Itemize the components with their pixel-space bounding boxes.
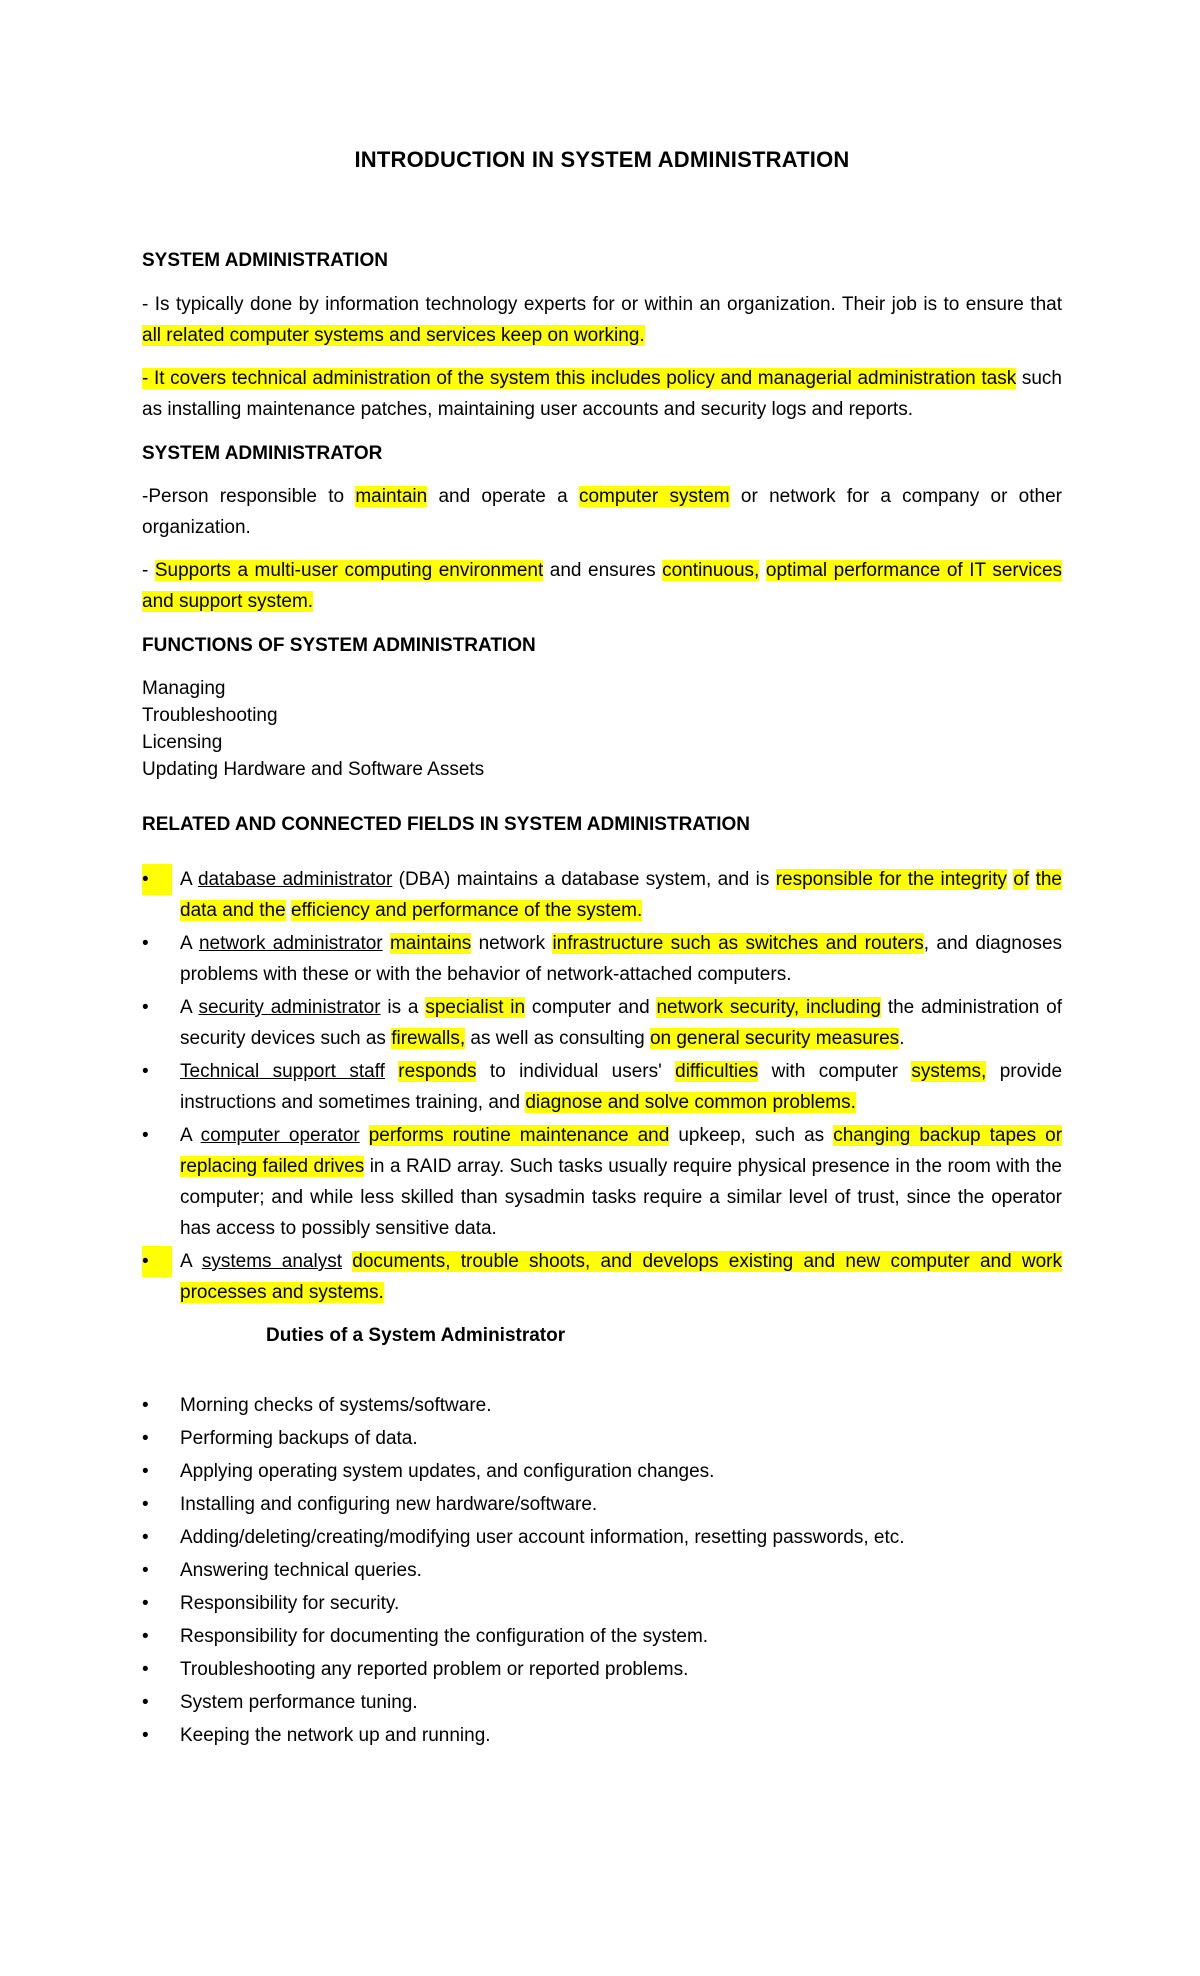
- function-item: Managing: [142, 678, 226, 699]
- bullet: •: [142, 1494, 149, 1515]
- bullet: •: [142, 864, 172, 895]
- highlight: infrastructure such as switches and routers: [552, 933, 924, 954]
- highlight: efficiency and performance of the system.: [290, 900, 643, 921]
- bullet: •: [142, 1461, 149, 1482]
- duties-list: [142, 1390, 1062, 1753]
- list-item: • A database administrator (DBA) maintains a database system, and is responsible for the integrity of the data and the efficiency and performance of the system.: [142, 864, 1062, 926]
- bullet: •: [142, 1125, 149, 1146]
- duty-item: • Performing backups of data.: [142, 1423, 1062, 1454]
- highlight: optimal performance of IT services and support system.: [142, 560, 1063, 612]
- bullet: •: [142, 1626, 149, 1647]
- duty-item: • Morning checks of systems/software.: [142, 1390, 1062, 1421]
- paragraph-sysadmin-scope: - It covers technical administration of the system this includes policy and managerial administration task such as installing maintenance patches, maintaining user accounts and security logs and reports.: [142, 368, 1062, 420]
- heading-system-administrator: SYSTEM ADMINISTRATOR: [142, 443, 383, 464]
- highlight: systems,: [911, 1061, 987, 1082]
- bullet: •: [142, 1428, 149, 1449]
- duty-item: • Responsibility for security.: [142, 1588, 1062, 1619]
- bullet: •: [142, 1725, 149, 1746]
- term-security-admin: security administrator: [198, 997, 381, 1018]
- bullet: •: [142, 1527, 149, 1548]
- bullet: •: [142, 1659, 149, 1680]
- term-dba: database administrator: [197, 869, 393, 890]
- duty-item: • Answering technical queries.: [142, 1555, 1062, 1586]
- bullet: •: [142, 1692, 149, 1713]
- highlight: the data and the: [180, 869, 1062, 921]
- highlight: Supports a multi-user computing environment: [154, 560, 544, 581]
- term-systems-analyst: systems analyst: [201, 1251, 342, 1272]
- bullet: •: [142, 1560, 149, 1581]
- functions-list: [142, 675, 1062, 783]
- duty-item: • Responsibility for documenting the configuration of the system.: [142, 1621, 1062, 1652]
- paragraph-administrator-role: - Supports a multi-user computing environment and ensures continuous, optimal performance of IT services and support system.: [142, 560, 1063, 612]
- bullet: •: [142, 1395, 149, 1416]
- list-item: • A network administrator maintains network infrastructure such as switches and routers, and diagnoses problems with these or with the behavior of network-attached computers.: [142, 928, 1062, 990]
- list-item: • A systems analyst documents, trouble shoots, and develops existing and new computer and work processes and systems.: [142, 1246, 1062, 1308]
- highlight: computer system: [578, 486, 730, 507]
- highlight: of: [1013, 869, 1030, 890]
- paragraph-sysadmin-definition: - Is typically done by information technology experts for or within an organization. Their job is to ensure that all related computer systems and services keep on working.: [142, 294, 1062, 346]
- highlight: documents, trouble shoots, and develops existing and new computer and work processes and systems.: [180, 1251, 1063, 1303]
- heading-related-fields: RELATED AND CONNECTED FIELDS IN SYSTEM ADMINISTRATION: [142, 814, 750, 835]
- highlight: changing backup tapes or replacing failed drives: [180, 1125, 1063, 1177]
- highlight: all related computer systems and services keep on working.: [142, 325, 645, 346]
- highlight: performs routine maintenance and: [368, 1125, 670, 1146]
- function-item: Licensing: [142, 732, 223, 753]
- duty-item: • Keeping the network up and running.: [142, 1720, 1062, 1751]
- highlight: specialist in: [425, 997, 526, 1018]
- list-item: • Technical support staff responds to individual users' difficulties with computer systems, provide instructions and sometimes training, and diagnose and solve common problems.: [142, 1056, 1062, 1118]
- duty-item: • System performance tuning.: [142, 1687, 1062, 1718]
- list-item: • A security administrator is a specialist in computer and network security, including the administration of security devices such as firewalls, as well as consulting on general security measures.: [142, 992, 1062, 1054]
- highlight: network security, including: [656, 997, 881, 1018]
- highlight: firewalls,: [391, 1028, 466, 1049]
- heading-system-administration: SYSTEM ADMINISTRATION: [142, 250, 388, 271]
- duty-item: • Installing and configuring new hardware/software.: [142, 1489, 1062, 1520]
- highlight: responsible for the integrity: [775, 869, 1008, 890]
- highlight: difficulties: [675, 1061, 759, 1082]
- term-tech-support: Technical support staff: [180, 1061, 385, 1082]
- function-item: Troubleshooting: [142, 705, 278, 726]
- highlight: on general security measures: [649, 1028, 900, 1049]
- term-computer-operator: computer operator: [200, 1125, 360, 1146]
- duty-item: • Adding/deleting/creating/modifying user account information, resetting passwords, etc.: [142, 1522, 1062, 1553]
- highlight: - It covers technical administration of the system this includes policy and managerial administration task: [142, 368, 1017, 389]
- paragraph-administrator-definition: -Person responsible to maintain and operate a computer system or network for a company or other organization.: [142, 486, 1062, 538]
- list-item: • A computer operator performs routine maintenance and upkeep, such as changing backup tapes or replacing failed drives in a RAID array. Such tasks usually require physical presence in the room with the computer; and while less skilled than sysadmin tasks require a similar level of trust, since the operator has access to possibly sensitive data.: [142, 1120, 1062, 1244]
- bullet: •: [142, 933, 149, 954]
- function-item: Updating Hardware and Software Assets: [142, 759, 485, 780]
- heading-functions: FUNCTIONS OF SYSTEM ADMINISTRATION: [142, 635, 536, 656]
- bullet: •: [142, 1593, 149, 1614]
- bullet: •: [142, 1061, 149, 1082]
- bullet: •: [142, 997, 149, 1018]
- term-network-admin: network administrator: [198, 933, 383, 954]
- related-fields-list: [142, 864, 1062, 1310]
- duty-item: • Troubleshooting any reported problem or reported problems.: [142, 1654, 1062, 1685]
- bullet: •: [142, 1246, 172, 1277]
- highlight: maintain: [355, 486, 428, 507]
- highlight: continuous,: [662, 560, 760, 581]
- highlight: maintains: [389, 933, 472, 954]
- duty-item: • Applying operating system updates, and configuration changes.: [142, 1456, 1062, 1487]
- highlight: responds: [398, 1061, 477, 1082]
- document-title: INTRODUCTION IN SYSTEM ADMINISTRATION: [354, 147, 850, 172]
- heading-duties: Duties of a System Administrator: [266, 1325, 566, 1346]
- highlight: diagnose and solve common problems.: [525, 1092, 856, 1113]
